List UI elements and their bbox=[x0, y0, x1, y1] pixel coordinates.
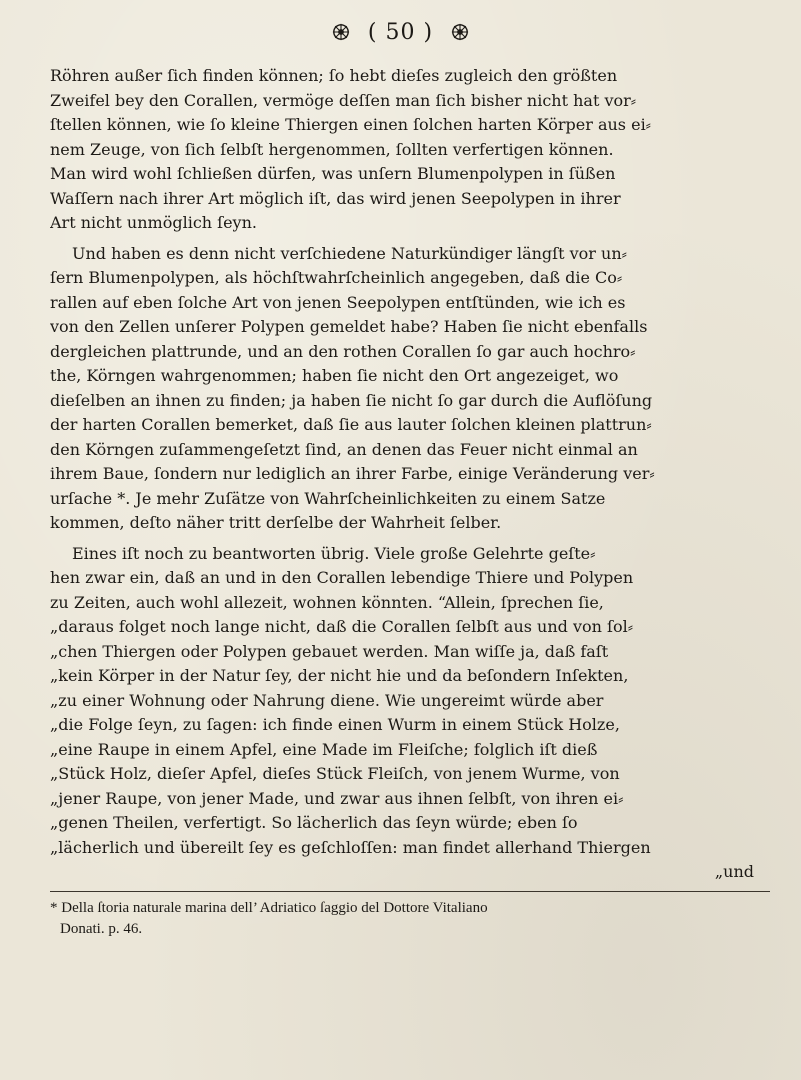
paragraph-3 bbox=[50, 542, 770, 861]
text-line: „Stück Holz, dieſer Apfel, dieſes Stück Fleiſch, von jenem Wurme, von bbox=[50, 764, 620, 783]
paragraph-2 bbox=[50, 242, 770, 536]
text-line: „lächerlich und übereilt ſey es geſchloſſen: man findet allerhand Thiergen bbox=[50, 837, 651, 857]
text-line: nem Zeuge, von ſich ſelbſt hergenommen, ſollten verfertigen können. bbox=[50, 139, 614, 159]
catchword: „und bbox=[714, 862, 754, 881]
text-line: ſern Blumenpolypen, als höchſtwahrſcheinlich angegeben, daß die Co⸗ bbox=[50, 268, 623, 287]
footnote-divider bbox=[50, 891, 770, 892]
page-body bbox=[50, 64, 770, 940]
text-line: „jener Raupe, von jener Made, und zwar aus ihnen ſelbſt, von ihren ei⸗ bbox=[50, 788, 624, 808]
text-line: von den Zellen unſerer Polypen gemeldet habe? Haben ſie nicht ebenfalls bbox=[50, 317, 648, 336]
text-line: ihrem Baue, ſondern nur lediglich an ihrer Farbe, einige Veränderung ver⸗ bbox=[50, 464, 655, 483]
text-line: the, Körngen wahrgenommen; haben ſie nicht den Ort angezeiget, wo bbox=[50, 366, 619, 385]
text-line: zu Zeiten, auch wohl allezeit, wohnen könnten. “Allein, ſprechen ſie, bbox=[50, 592, 604, 612]
footnote-line: Donati. p. 46. bbox=[60, 920, 143, 937]
footnote-line: * Della ſtoria naturale marina dell’ Adriatico ſaggio del Dottore Vitaliano bbox=[50, 899, 488, 916]
fleuron-ornament-right bbox=[451, 23, 469, 41]
text-line: Zweifel bey den Corallen, vermöge deſſen man ſich bisher nicht hat vor⸗ bbox=[50, 90, 637, 110]
text-line: „genen Theilen, verfertigt. So lächerlich das ſeyn würde; eben ſo bbox=[50, 813, 578, 832]
text-line: „die Folge ſeyn, zu ſagen: ich finde einen Wurm in einem Stück Holze, bbox=[50, 715, 620, 734]
text-line: ſtellen können, wie ſo kleine Thiergen einen ſolchen harten Körper aus ei⸗ bbox=[50, 115, 652, 134]
text-line: Und haben es denn nicht verſchiedene Naturkündiger längſt vor un⸗ bbox=[72, 243, 627, 263]
text-line: hen zwar ein, daß an und in den Corallen lebendige Thiere und Polypen bbox=[50, 568, 634, 587]
text-line: rallen auf eben ſolche Art von jenen Seepolypen entſtünden, wie ich es bbox=[50, 292, 626, 312]
text-line: Waſſern nach ihrer Art möglich iſt, das wird jenen Seepolypen in ihrer bbox=[50, 188, 621, 208]
footnote bbox=[50, 898, 770, 940]
text-line: Man wird wohl ſchließen dürfen, was unſern Blumenpolypen in ſüßen bbox=[50, 164, 616, 183]
text-line: Art nicht unmöglich ſeyn. bbox=[50, 213, 257, 232]
text-line: dieſelben an ihnen zu finden; ja haben ſie nicht ſo gar durch die Auflöſung bbox=[50, 390, 653, 410]
text-line: Eines iſt noch zu beantworten übrig. Viele große Gelehrte geſte⸗ bbox=[72, 543, 596, 563]
text-line: Röhren außer ſich finden können; ſo hebt dieſes zugleich den größten bbox=[50, 66, 618, 85]
fleuron-ornament-left bbox=[332, 23, 350, 41]
text-line: der harten Corallen bemerket, daß ſie aus lauter ſolchen kleinen plattrun⸗ bbox=[50, 415, 652, 434]
text-line: den Körngen zuſammengeſetzt ſind, an denen das Feuer nicht einmal an bbox=[50, 439, 638, 459]
paragraph-1 bbox=[50, 64, 770, 236]
text-line: urſache *. Je mehr Zuſätze von Wahrſcheinlichkeiten zu einem Satze bbox=[50, 488, 606, 508]
text-line: „kein Körper in der Natur ſey, der nicht hie und da beſondern Inſekten, bbox=[50, 666, 629, 685]
text-line: „chen Thiergen oder Polypen gebauet werden. Man wiſſe ja, daß faſt bbox=[50, 641, 609, 661]
text-line: „daraus folget noch lange nicht, daß die Corallen ſelbſt aus und von ſol⸗ bbox=[50, 617, 634, 636]
page-header bbox=[0, 20, 801, 45]
text-line: „eine Raupe in einem Apfel, eine Made im Fleiſche; folglich iſt dieß bbox=[50, 739, 598, 759]
page-number: ( 50 ) bbox=[367, 20, 434, 45]
text-line: kommen, deſto näher tritt derſelbe der Wahrheit ſelber. bbox=[50, 513, 502, 532]
text-line: dergleichen plattrunde, und an den rothen Corallen ſo gar auch hochro⸗ bbox=[50, 341, 636, 361]
text-line: „zu einer Wohnung oder Nahrung diene. Wie ungereimt würde aber bbox=[50, 690, 604, 710]
